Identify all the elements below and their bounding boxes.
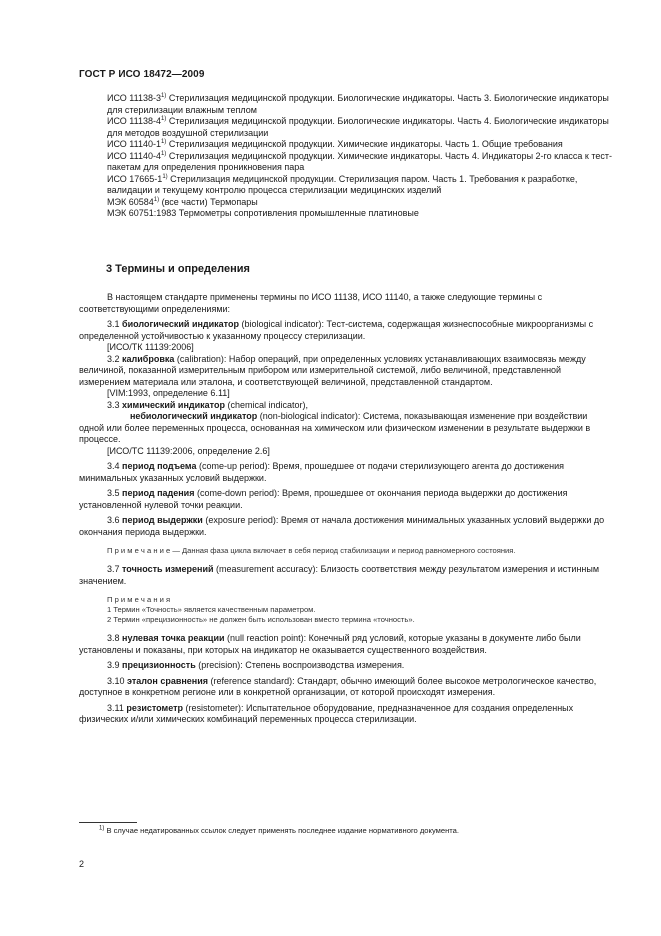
- notes-label: П р и м е ч а н и я: [107, 595, 171, 604]
- note-item: 1 Термин «Точность» является качественным параметром.: [107, 605, 316, 614]
- normative-references: [79, 93, 613, 220]
- note-item: 2 Термин «прецизионность» не должен быть использован вместо термина «точность».: [107, 615, 415, 624]
- term-3-8: 3.8 нулевая точка реакции (null reaction point): Конечный ряд условий, которые указаны в документе либо были установлены и показаны, при которых на индикатор не оказывается существенного воздействия.: [79, 633, 581, 655]
- footnote: $^{1)}$ В случае недатированных ссылок следует применять последнее издание нормативного документа.: [99, 825, 460, 835]
- term-3-10: 3.10 эталон сравнения (reference standard): Стандарт, обычно имеющий более высокое метрологическое качество, доступное в конкретном регионе или в конкретной организации, от которой происходят измерения.: [79, 675, 597, 697]
- term-3-1: 3.1 биологический индикатор (biological indicator): Тест-система, содержащая жизнеспособные микроорганизмы с определенной устойчивостью к указанному процессу стерилизации.: [79, 319, 594, 341]
- standard-header: ГОСТ Р ИСО 18472—2009: [79, 69, 205, 80]
- term-3-9: 3.9 прецизионность (precision): Степень воспроизводства измерения.: [107, 660, 405, 670]
- term-source: [ИСО/ТК 11139:2006]: [107, 342, 194, 352]
- term-3-2: 3.2 калибровка (calibration): Набор операций, при определенных условиях устанавливающих взаимосвязь между величиной, показанной измерительным прибором или измерительной системой, либо величиной, представленной измерением материала или эталона, и соответствующей величиной, представленной стандартом.: [79, 353, 586, 387]
- section-title: 3 Термины и определения: [106, 263, 250, 275]
- intro-paragraph: В настоящем стандарте применены термины по ИСО 11138, ИСО 11140, а также следующие термины с соответствующими определениями:: [79, 292, 543, 314]
- term-3-11: 3.11 резистометр (resistometer): Испытательное оборудование, предназначенное для создания определенных физических и/или химических комбинаций переменных процесса стерилизации.: [79, 702, 574, 724]
- footnote-divider: [79, 822, 137, 823]
- notes-3-7: [79, 595, 613, 625]
- term-source: [VIM:1993, определение 6.11]: [107, 388, 230, 398]
- reference-item: ИСО 11140-1$^{1)}$ Стерилизация медицинской продукции. Химические индикаторы. Часть 1. Общие требования: [107, 139, 563, 149]
- reference-item: МЭК 60751:1983 Термометры сопротивления промышленные платиновые: [107, 208, 419, 218]
- reference-item: МЭК 60584$^{1)}$ (все части) Термопары: [107, 196, 258, 207]
- term-3-7: 3.7 точность измерений (measurement accuracy): Близость соответствия между результатом измерения и истинным значением.: [79, 564, 600, 586]
- reference-item: ИСО 11138-3$^{1)}$ Стерилизация медицинской продукции. Биологические индикаторы. Часть 3. Биологические индикаторы для стерилизации влажным теплом: [107, 93, 609, 115]
- note-3-6: П р и м е ч а н и е — Данная фаза цикла включает в себя период стабилизации и период равномерного состояния.: [107, 546, 516, 555]
- term-3-3: 3.3 химический индикатор (chemical indicator),: [107, 399, 308, 410]
- term-source: [ИСО/ТС 11139:2006, определение 2.6]: [107, 445, 270, 456]
- term-3-3-synonym: небиологический индикатор (non-biological indicator): Система, показывающая изменение при воздействии одной или более переменных процесса, основанная на химическом или физическом изменении в результате выдержки в процессе.: [79, 411, 591, 444]
- reference-item: ИСО 11138-4$^{1)}$ Стерилизация медицинской продукции. Биологические индикаторы. Часть 4. Биологические индикаторы для методов воздушной стерилизации: [107, 116, 609, 138]
- reference-item: ИСО 11140-4$^{1)}$ Стерилизация медицинской продукции. Химические индикаторы. Часть 4. Индикаторы 2-го класса к тест-пакетам для определения проникновения пара: [107, 150, 613, 172]
- reference-item: ИСО 17665-1$^{1)}$ Стерилизация медицинской продукции. Стерилизация паром. Часть 1. Требования к разработке, валидации и текущему контролю процесса стерилизации медицинских изделий: [107, 173, 578, 195]
- term-3-5: 3.5 период падения (come-down period): Время, прошедшее от окончания периода выдержки до достижения установленной нулевой точки реакции.: [79, 488, 568, 510]
- terms-body: [79, 292, 613, 726]
- term-3-6: 3.6 период выдержки (exposure period): Время от начала достижения минимальных указанных условий выдержки до окончания периода выдержки.: [79, 515, 605, 537]
- term-3-4: 3.4 период подъема (come-up period): Время, прошедшее от подачи стерилизующего агента до достижения минимальных указанных условий выдержки.: [79, 461, 565, 483]
- page-number: 2: [79, 859, 85, 869]
